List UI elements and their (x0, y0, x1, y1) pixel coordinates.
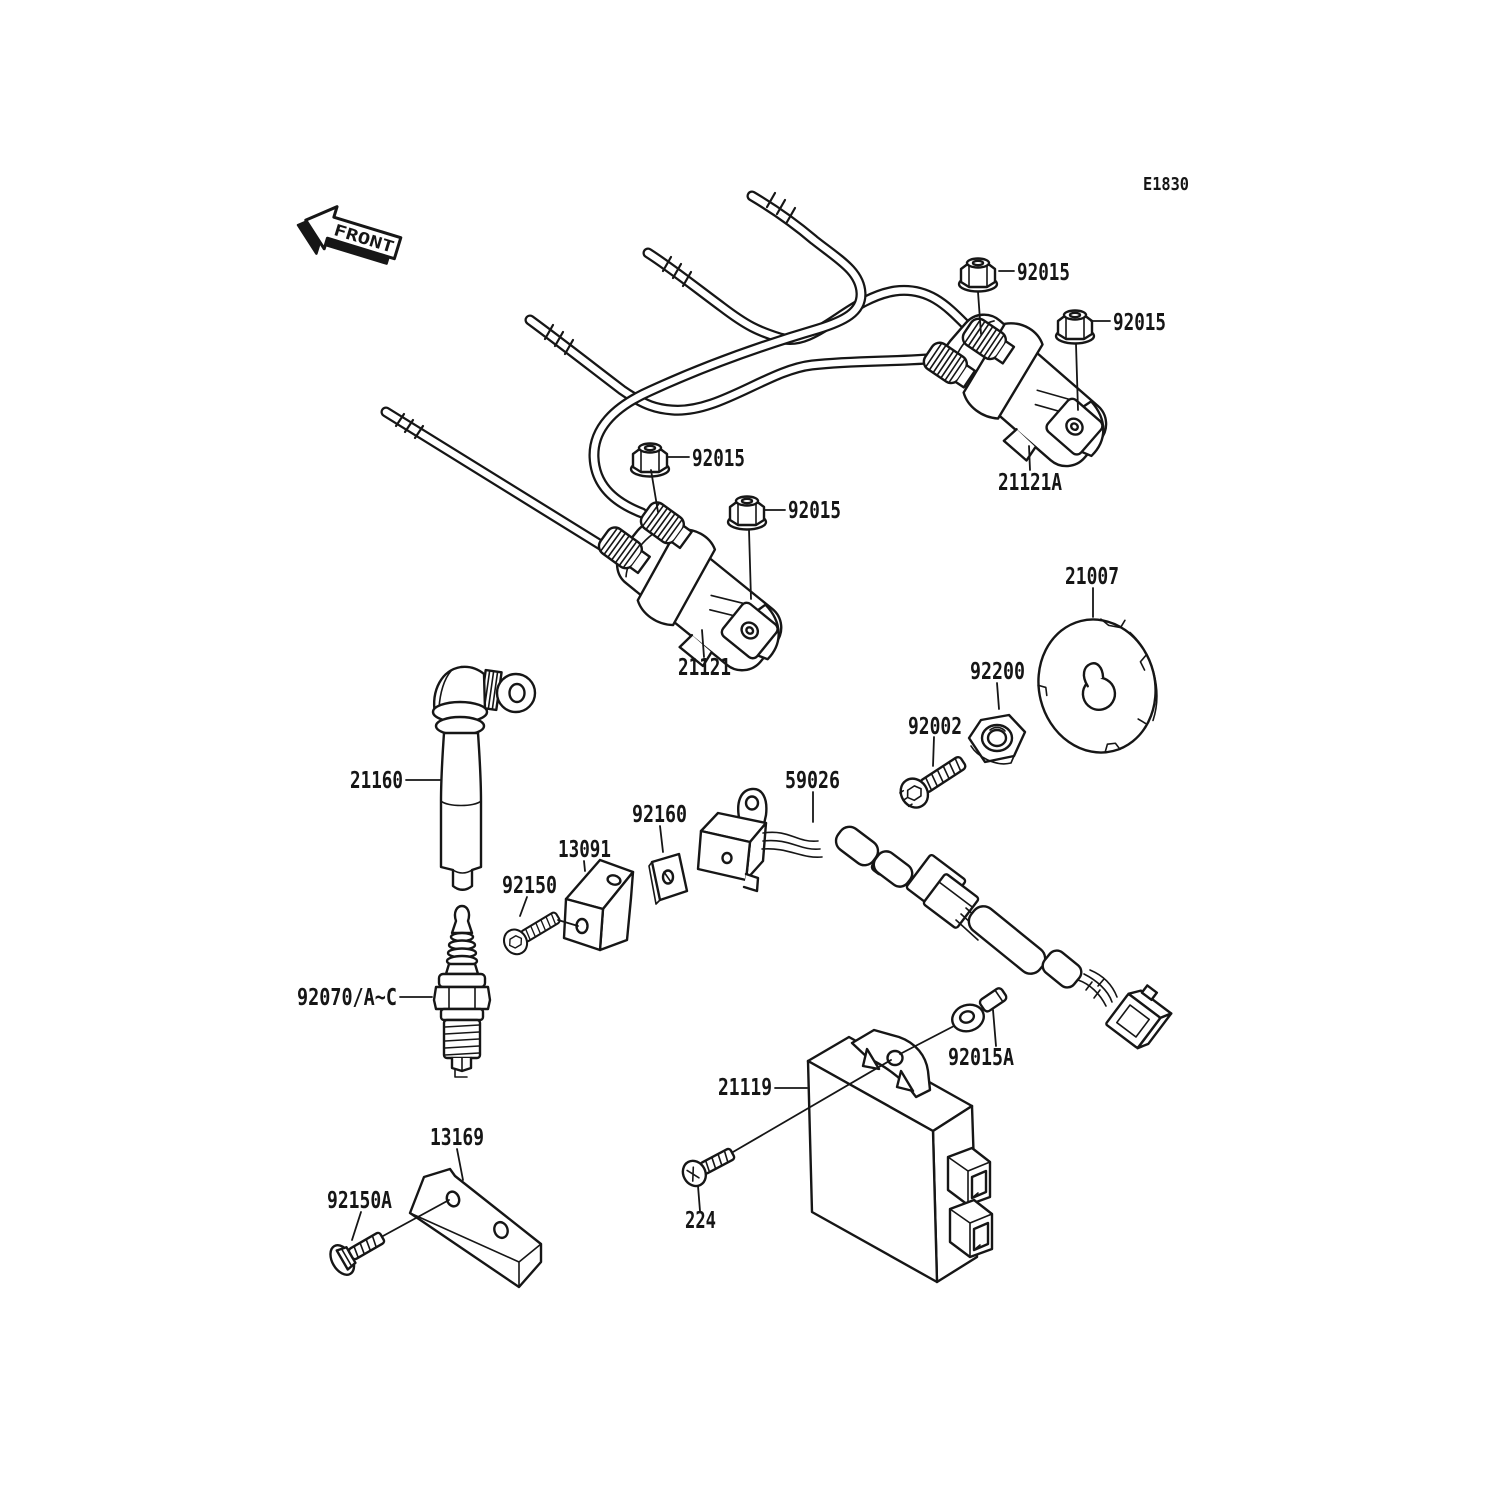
nut-92200 (969, 715, 1025, 764)
part-label-E1830-20: E1830 (1143, 174, 1189, 195)
spark-plug-cap-21160 (433, 667, 535, 890)
leader-line-17 (520, 897, 527, 916)
part-label-21121-5: 21121 (678, 655, 731, 681)
part-label-92015-4: 92015 (788, 498, 841, 524)
part-label-92070AC-14: 92070/A~C (297, 985, 397, 1011)
part-label-92150A-16: 92150A (327, 1188, 393, 1214)
ignition-coil-21121a (920, 294, 1128, 490)
spark-plug-92070 (434, 906, 490, 1077)
leader-line-12 (933, 737, 934, 766)
part-label-59026-10: 59026 (785, 768, 840, 794)
screw-224 (679, 1142, 739, 1190)
bracket-13169 (410, 1169, 541, 1287)
leader-line-4 (1029, 446, 1030, 470)
front-arrow (292, 197, 404, 276)
leader-line-20 (457, 1149, 463, 1180)
washer-92015a (949, 987, 1008, 1036)
part-label-224-19: 224 (685, 1208, 716, 1234)
leader-line-11 (997, 683, 999, 709)
bracket-13091 (564, 860, 633, 950)
leader-line-25 (993, 1010, 996, 1046)
harness-connector (1106, 979, 1176, 1051)
flange-nut-92015-1 (959, 259, 997, 292)
part-label-92002-8: 92002 (908, 714, 962, 740)
part-label-92200-7: 92200 (970, 659, 1025, 685)
part-label-92150-13: 92150 (502, 873, 557, 899)
leader-line-15 (660, 826, 663, 852)
leader-line-21 (352, 1212, 361, 1240)
pad-92160 (649, 854, 687, 904)
timing-rotor-21007 (1025, 607, 1170, 765)
bolt-92150 (500, 906, 565, 959)
flange-nut-92015-2 (1056, 311, 1094, 344)
part-label-21119-17: 21119 (718, 1075, 772, 1101)
flange-nut-92015-4 (728, 497, 766, 530)
part-label-13169-15: 13169 (430, 1125, 484, 1151)
part-label-92160-11: 92160 (632, 802, 687, 828)
leader-line-8 (749, 530, 751, 599)
pickup-coil-59026 (698, 789, 1176, 1052)
part-label-21121A-2: 21121A (998, 470, 1063, 496)
part-label-21007-6: 21007 (1065, 564, 1119, 590)
part-label-92015-1: 92015 (1113, 310, 1166, 336)
part-label-92015-0: 92015 (1017, 260, 1070, 286)
bolt-92150a (326, 1223, 390, 1279)
part-label-21160-9: 21160 (350, 768, 403, 794)
part-label-92015A-18: 92015A (948, 1045, 1015, 1071)
part-label-13091-12: 13091 (558, 837, 611, 863)
part-label-92015-3: 92015 (692, 446, 745, 472)
flange-nut-92015-3 (631, 444, 669, 477)
front-label: FRONT (331, 220, 384, 253)
spark-plug-wires (386, 196, 974, 552)
